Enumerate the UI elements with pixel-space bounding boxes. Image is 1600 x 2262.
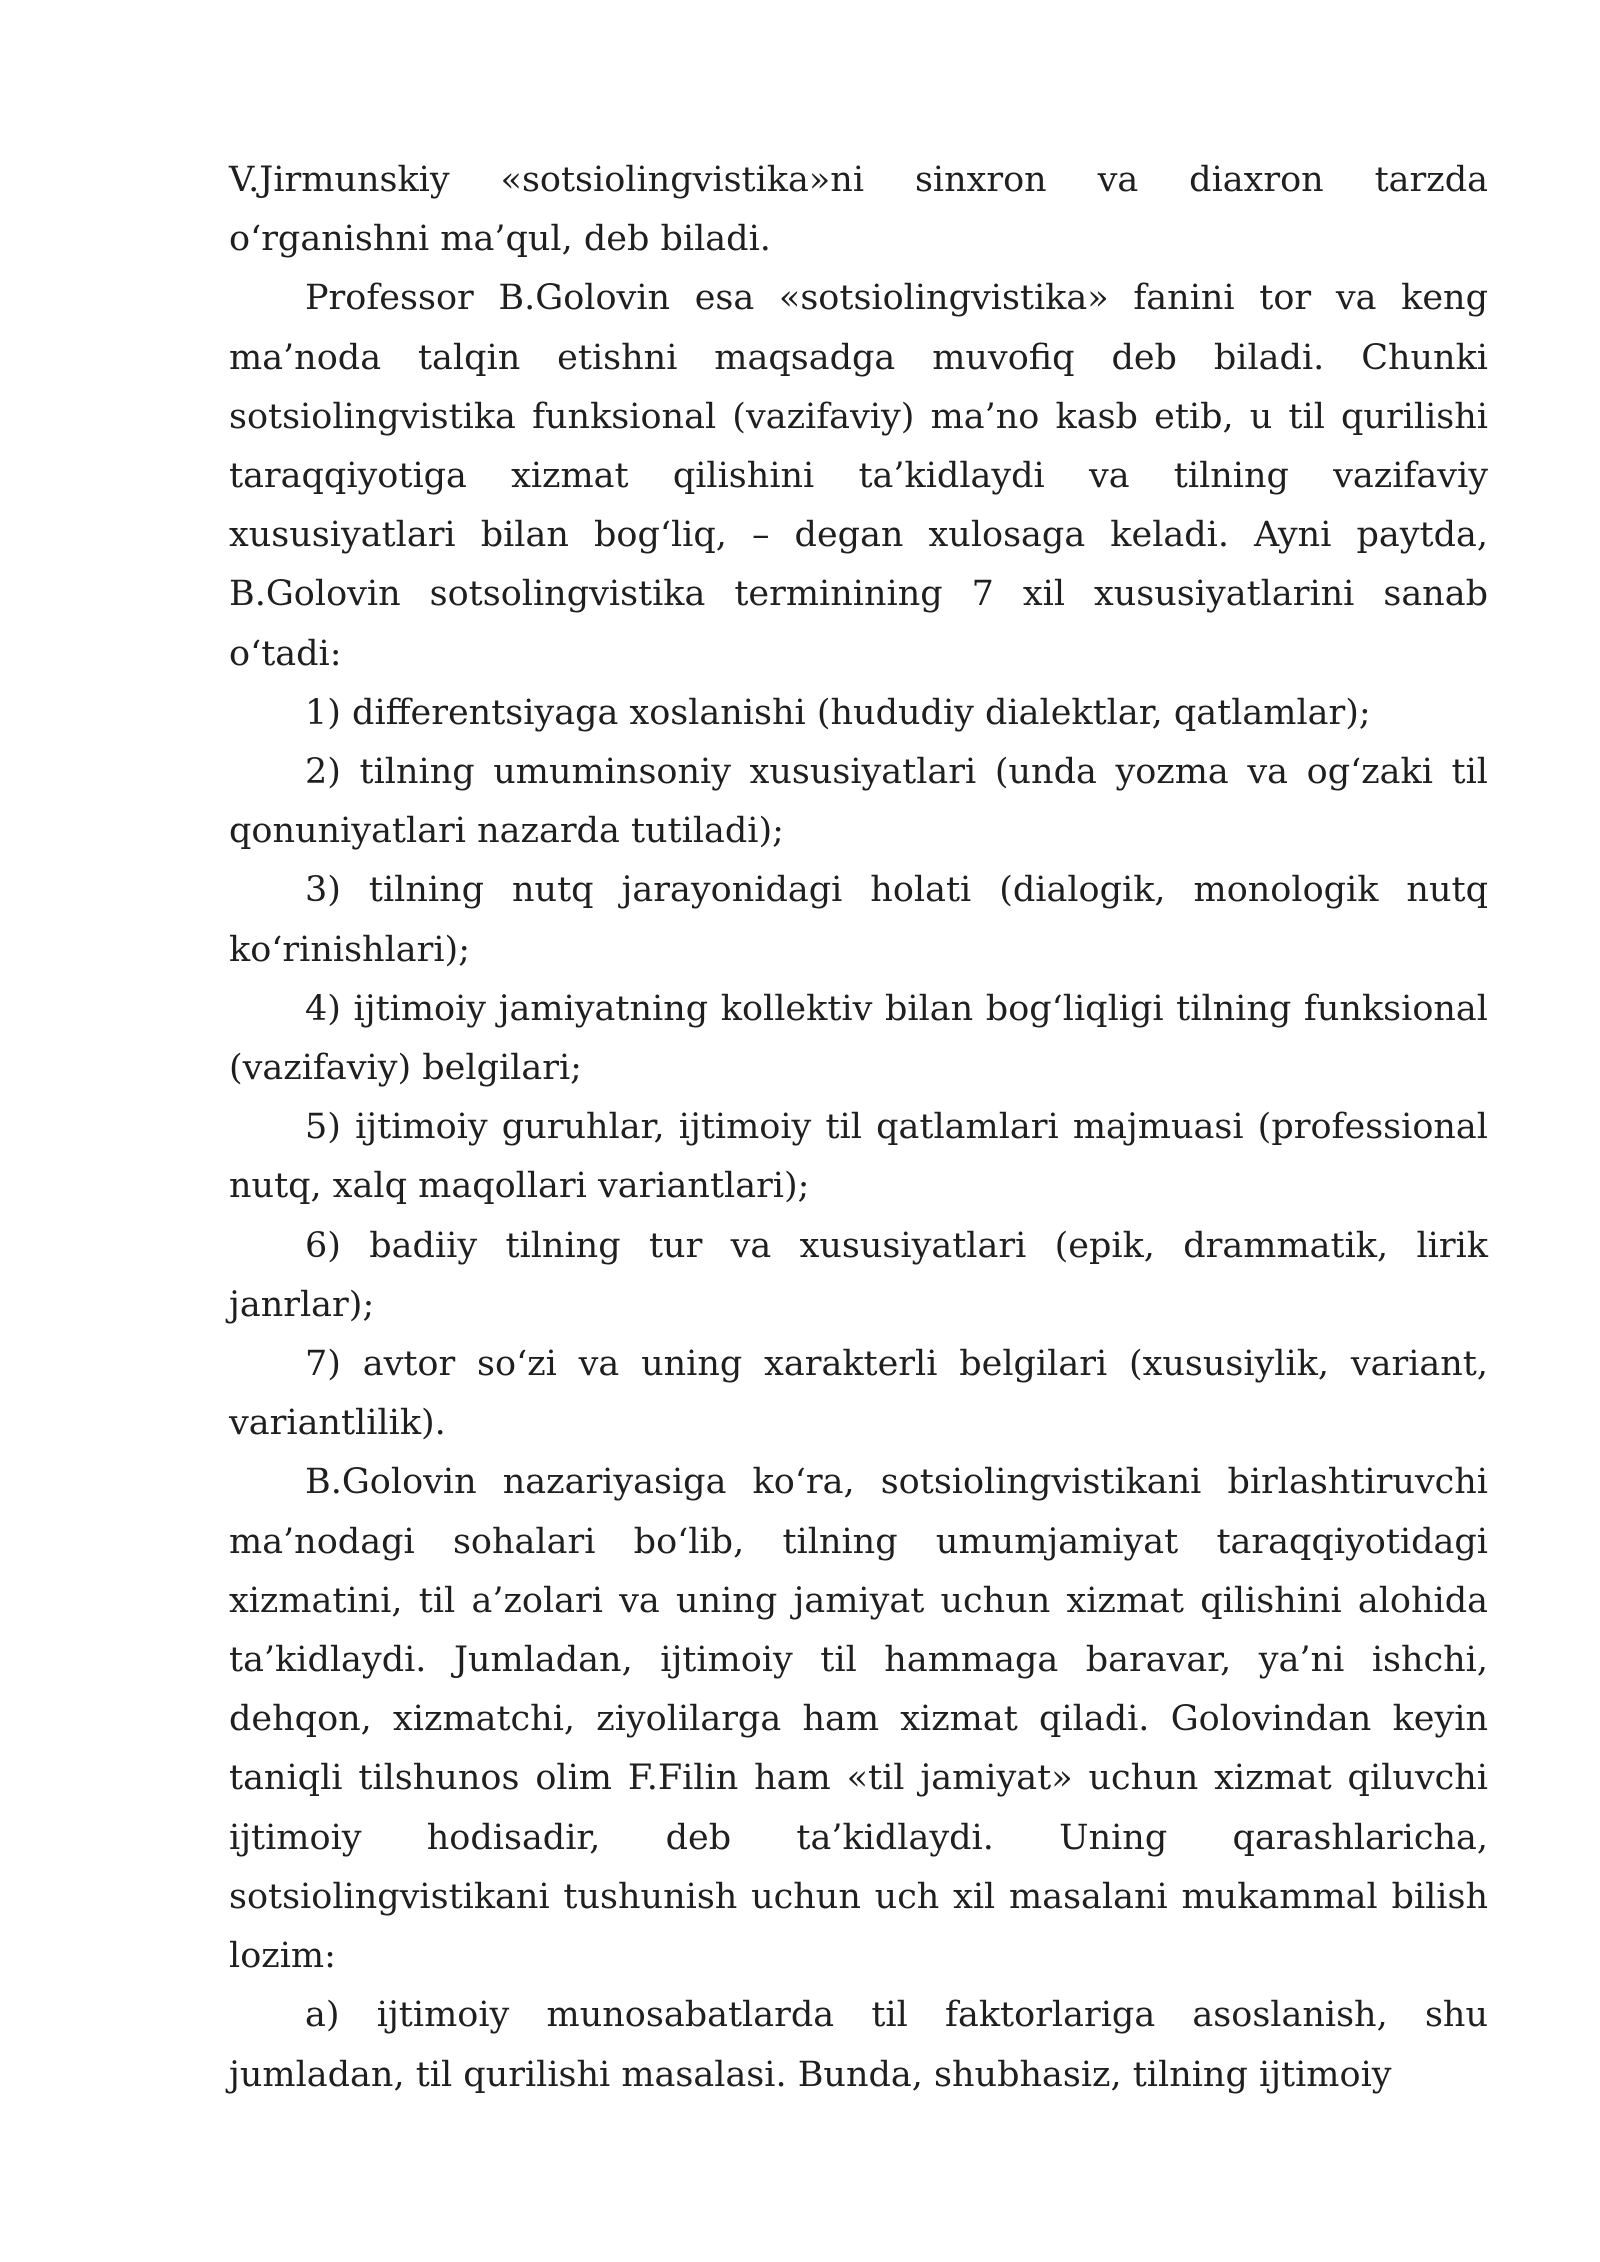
list-item-2: 2) tilning umuminsoniy xususiyatlari (unda yozma va og‘zaki til qonuniyatlari nazarda tutiladi); <box>229 752 1488 852</box>
paragraph-golovin-intro: Professor B.Golovin esa «sotsiolingvistika» fanini tor va keng ma’noda talqin etishni maqsadga muvofiq deb biladi. Chunki sotsiolingvistika funksional (vazifaviy) ma’no kasb etib, u til qurilishi taraqqiyotiga xizmat qilishini ta’kidlaydi va tilning vazifaviy xususiyatlari bilan bog‘liq, – degan xulosaga keladi. Ayni paytda, B.Golovin sotsolingvistika terminining 7 xil xususiyatlarini sanab o‘tadi: <box>229 278 1488 674</box>
list-item-a: a) ijtimoiy munosabatlarda til faktorlariga asoslanish, shu jumladan, til qurilishi masalasi. Bunda, shubhasiz, tilning ijtimoiy <box>229 1995 1488 2095</box>
list-item-7: 7) avtor so‘zi va uning xarakterli belgilari (xususiylik, variant, variantlilik). <box>229 1344 1488 1444</box>
paragraph-golovin-theory: B.Golovin nazariyasiga ko‘ra, sotsiolingvistikani birlashtiruvchi ma’nodagi sohalari bo‘lib, tilning umumjamiyat taraqqiyotidagi xizmatini, til a’zolari va uning jamiyat uchun xizmat qilishini alohida ta’kidlaydi. Jumladan, ijtimoiy til hammaga baravar, ya’ni ishchi, dehqon, xizmatchi, ziyolilarga ham xizmat qiladi. Golovindan keyin taniqli tilshunos olim F.Filin ham «til jamiyat» uchun xizmat qiluvchi ijtimoiy hodisadir, deb ta’kidlaydi. Uning qarashlaricha, sotsiolingvistikani tushunish uchun uch xil masalani mukammal bilish lozim: <box>229 1462 1488 1977</box>
paragraph-jirmunskiy: V.Jirmunskiy «sotsiolingvistika»ni sinxron va diaxron tarzda o‘rganishni ma’qul, deb biladi. <box>229 160 1488 260</box>
list-item-6: 6) badiiy tilning tur va xususiyatlari (epik, drammatik, lirik janrlar); <box>229 1225 1488 1325</box>
list-item-4: 4) ijtimoiy jamiyatning kollektiv bilan bog‘liqligi tilning funksional (vazifaviy) belgilari; <box>229 988 1488 1089</box>
body-text <box>229 151 1488 2105</box>
list-item-1: 1) differentsiyaga xoslanishi (hududiy dialektlar, qatlamlar); <box>305 692 1371 733</box>
list-item-3: 3) tilning nutq jarayonidagi holati (dialogik, monologik nutq ko‘rinishlari); <box>229 870 1488 970</box>
list-item-5: 5) ijtimoiy guruhlar, ijtimoiy til qatlamlari majmuasi (professional nutq, xalq maqollari variantlari); <box>229 1107 1488 1207</box>
